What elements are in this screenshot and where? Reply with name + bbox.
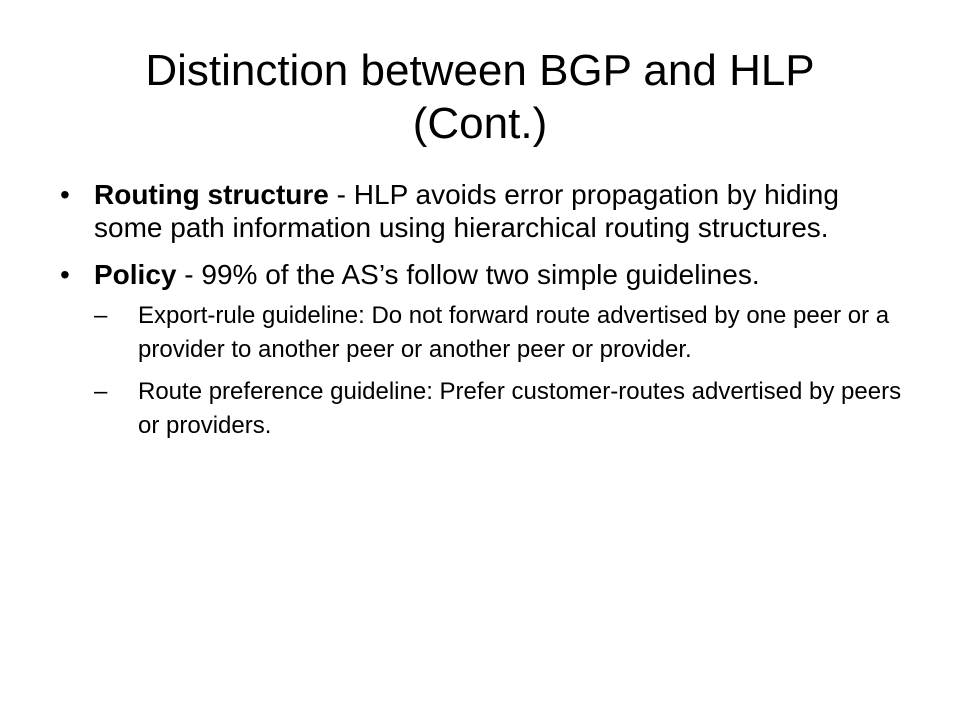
bullet-term: Routing structure	[94, 179, 329, 210]
slide-body	[60, 178, 910, 457]
slide-title	[0, 44, 960, 150]
bullet-marker: •	[60, 259, 70, 290]
bullet-text: - HLP avoids error propagation by hiding some path information using hierarchical routing structures.	[94, 179, 839, 243]
sub-bullet-marker: –	[94, 378, 108, 405]
sub-bullet-text: Route preference guideline: Prefer customer-routes advertised by peers or providers.	[138, 378, 902, 439]
bullet-text: - 99% of the AS’s follow two simple guidelines.	[176, 259, 760, 290]
sub-bullet-marker: –	[94, 302, 108, 329]
bullet-routing-structure	[60, 178, 910, 244]
sub-bullet-text: Export-rule guideline: Do not forward route advertised by one peer or a provider to another peer or another peer or provider.	[138, 302, 890, 363]
slide-title-line-1: Distinction between BGP and HLP	[145, 46, 815, 95]
slide-title-line-2: (Cont.)	[412, 99, 548, 148]
bullet-term: Policy	[94, 259, 177, 290]
bullet-marker: •	[60, 179, 70, 210]
bullet-policy	[60, 258, 910, 443]
sub-bullet-route-preference	[94, 375, 910, 443]
sub-bullet-list	[94, 299, 910, 443]
sub-bullet-export-rule	[94, 299, 910, 367]
